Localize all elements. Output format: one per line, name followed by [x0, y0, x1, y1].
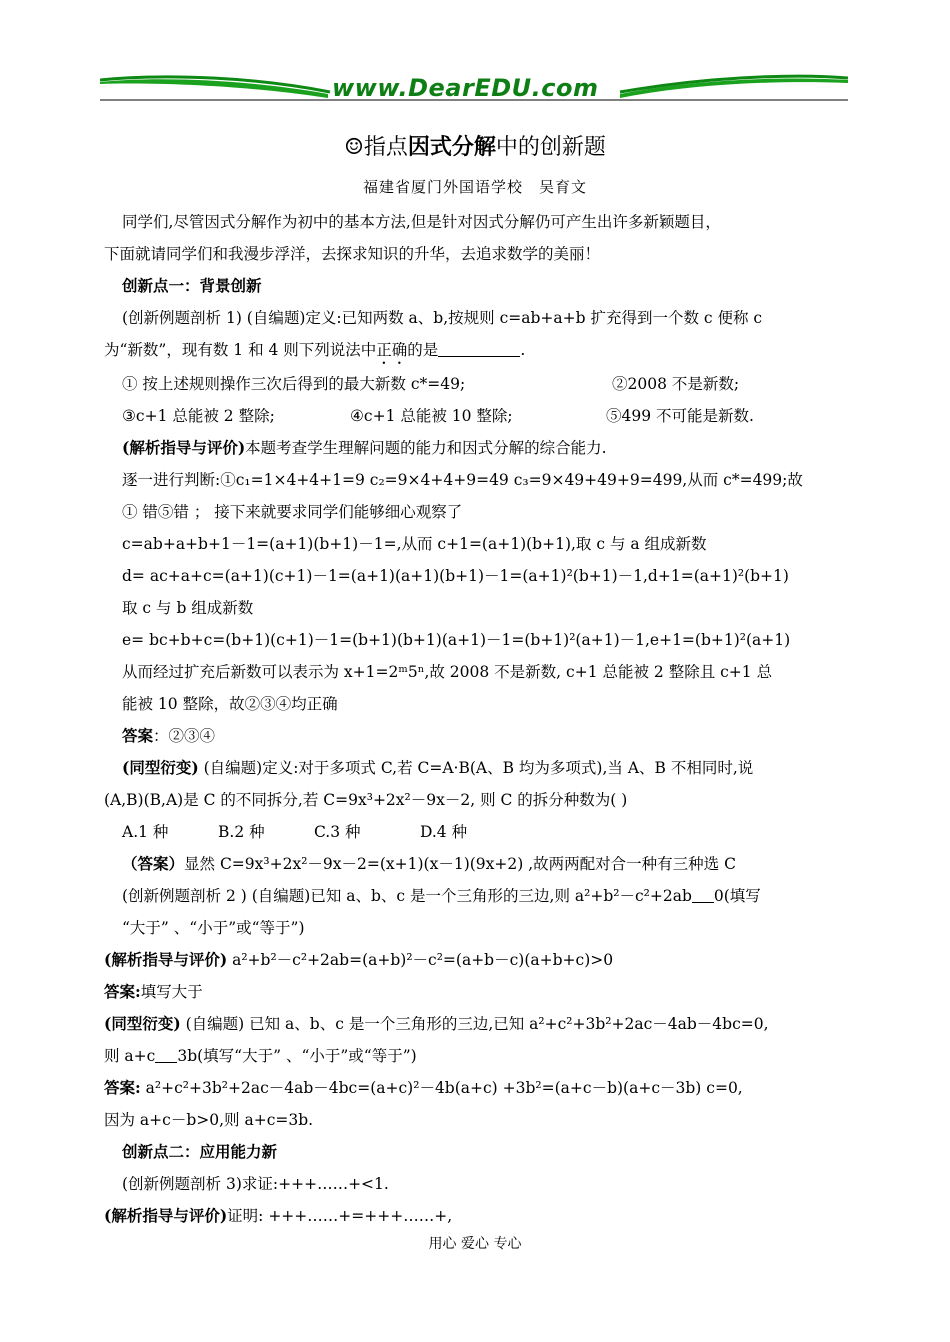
variant2-line2: 则 a+c 3b(填写“大于” 、“小于”或“等于”): [104, 1047, 417, 1065]
answer1: 答案：②③④: [122, 726, 216, 745]
answer-blank: [155, 1046, 177, 1063]
answer-blank: [438, 340, 520, 357]
page-footer: 用心 爱心 专心: [428, 1236, 522, 1252]
variant2-line1: (同型衍变) (自编题) 已知 a、b、c 是一个三角形的三边,已知 a²+c²+3b²+2ac－4ab－4bc=0,: [104, 1014, 769, 1033]
article-body: [104, 206, 854, 1232]
example1-options-row2: ③c+1 总能被 2 整除; ④c+1 总能被 10 整除; ⑤499 不可能是新数.: [122, 407, 754, 425]
example1-line2: 为“新数”，现有数 1 和 4 则下列说法中正确的是 .: [104, 341, 526, 359]
section-heading-1: 创新点一：背景创新: [122, 276, 262, 295]
section-heading-2: 创新点二：应用能力新: [122, 1142, 278, 1161]
answer-variant2-line2: 因为 a+c－b>0,则 a+c=3b.: [104, 1111, 314, 1129]
intro-line-2: 下面就请同学们和我漫步浮洋，去探求知识的升华，去追求数学的美丽！: [104, 245, 601, 263]
analysis1-line6: 取 c 与 b 组成新数: [122, 599, 254, 617]
analysis1-line1: (解析指导与评价)本题考查学生理解问题的能力和因式分解的综合能力.: [122, 438, 607, 457]
example1-options-row1: ① 按上述规则操作三次后得到的最大新数 c*=49; ②2008 不是新数;: [122, 375, 740, 393]
analysis1-line4: c=ab+a+b+1－1=(a+1)(b+1)－1=,从而 c+1=(a+1)(b+1),取 c 与 a 组成新数: [122, 535, 707, 553]
smiley-icon: ☺: [344, 135, 364, 160]
author-line: 福建省厦门外国语学校 吴育文: [362, 178, 587, 196]
analysis1-line7: e= bc+b+c=(b+1)(c+1)－1=(b+1)(b+1)(a+1)－1=(b+1)²(a+1)－1,e+1=(b+1)²(a+1): [122, 631, 791, 649]
intro-line-1: 同学们,尽管因式分解作为初中的基本方法,但是针对因式分解仍可产生出许多新颖题目，: [122, 213, 721, 231]
answer2: 答案:填写大于: [104, 982, 203, 1001]
variant1-line1: (同型衍变) (自编题)定义:对于多项式 C,若 C=A·B(A、B 均为多项式),当 A、B 不相同时,说: [122, 758, 754, 777]
variant1-line2: (A,B)(B,A)是 C 的不同拆分,若 C=9x³+2x²－9x－2, 则 C 的拆分种数为( ): [104, 791, 628, 809]
analysis1-line2: 逐一进行判断:①c₁=1×4+4+1=9 c₂=9×4+4+9=49 c₃=9×49+49+9=499,从而 c*=499;故: [122, 471, 803, 489]
variant1-answer: （答案）显然 C=9x³+2x²－9x－2=(x+1)(x－1)(9x+2) ,故两两配对合一种有三种选 C: [122, 854, 736, 873]
analysis3: (解析指导与评价)证明: +++……+=+++……+,: [104, 1206, 453, 1225]
answer-variant2: 答案: a²+c²+3b²+2ac－4ab－4bc=(a+c)²－4b(a+c) +3b²=(a+c－b)(a+c－3b) c=0,: [104, 1078, 743, 1097]
analysis1-line5: d= ac+a+c=(a+1)(c+1)－1=(a+1)(a+1)(b+1)－1=(a+1)²(b+1)－1,d+1=(a+1)²(b+1): [122, 567, 789, 585]
answer-blank: [692, 886, 714, 903]
variant1-options: A.1 种 B.2 种 C.3 种 D.4 种: [122, 823, 468, 841]
site-url-logo: www.DearEDU.com: [332, 74, 599, 102]
analysis2: (解析指导与评价) a²+b²－c²+2ab=(a+b)²－c²=(a+b－c)(a+b+c)>0: [104, 950, 614, 969]
example3-line1: (创新例题剖析 3)求证:+++……+<1.: [122, 1175, 389, 1193]
analysis1-line3: ① 错⑤错 ； 接下来就要求同学们能够细心观察了: [122, 503, 463, 521]
site-header-banner: [100, 70, 848, 108]
example1-line1: (创新例题剖析 1) (自编题)定义:已知两数 a、b,按规则 c=ab+a+b 扩充得到一个数 c 便称 c: [122, 309, 763, 327]
page-title: ☺指点因式分解中的创新题: [344, 134, 606, 160]
example2-line2: “大于” 、“小于”或“等于”): [122, 919, 305, 937]
example2-line1: (创新例题剖析 2 ) (自编题)已知 a、b、c 是一个三角形的三边,则 a²+b²－c²+2ab 0(填写: [122, 887, 761, 905]
analysis1-line9: 能被 10 整除，故②③④均正确: [122, 695, 338, 713]
analysis1-line8: 从而经过扩充后新数可以表示为 x+1=2ᵐ5ⁿ,故 2008 不是新数, c+1 总能被 2 整除且 c+1 总: [122, 663, 773, 681]
